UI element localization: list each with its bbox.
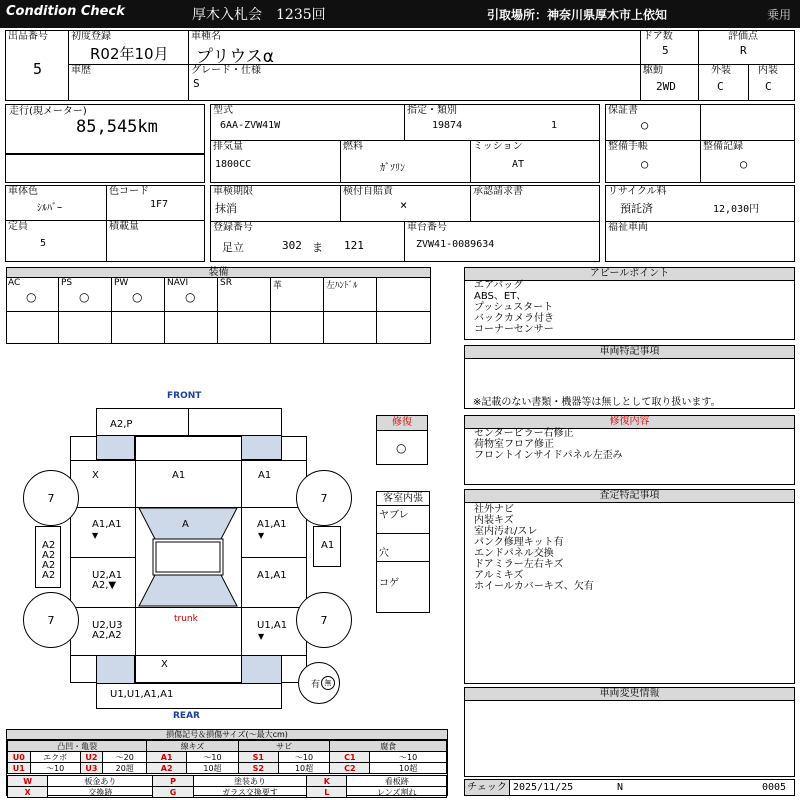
- history-cell: 車歴: [71, 65, 91, 76]
- equipment-item: 革: [271, 278, 324, 311]
- header-bar: [0, 0, 800, 28]
- color-code-cell: 色コード 1F7: [109, 186, 169, 210]
- damage-legend: 損傷記号＆損傷サイズ(～最大cm) 凸凹・亀裂 線キズ サビ 腐食 U0 エクボ U2 ～20 A1 ～10 S1 ～10 C1 ～10 U1 ～10 U3 20超 A2 10超 S2 10超 C2 10超 W 板金あり P 塗装あり K 看板跡 X 交換跡 G ガラス交換要す L レンズ割れ: [6, 729, 448, 796]
- interior-grade-cell: 内装 C: [758, 65, 778, 93]
- special-notes-box: 車両特記事項 ※記載のない書類・機器等は無しとして取り扱います。: [464, 345, 795, 409]
- damage-code: W: [8, 776, 48, 787]
- equipment-title: 装備: [7, 268, 430, 278]
- damage-code-meaning: エクボ: [30, 752, 80, 763]
- grade-cell: グレード・仕様 S: [191, 65, 261, 90]
- appeal-point-line: プッシュスタート: [474, 302, 554, 313]
- displacement-cell: 排気量 1800CC: [213, 141, 252, 170]
- lot-number: 5: [33, 60, 43, 78]
- equipment-item: NAVI ○: [165, 278, 218, 311]
- front-label: FRONT: [167, 391, 202, 401]
- auction-name: 厚木入札会 1235回: [192, 7, 326, 23]
- damage-code-meaning: ～10: [30, 763, 80, 774]
- equipment-item: AC ○: [6, 278, 59, 311]
- damage-code-meaning: 交換跡: [48, 787, 153, 798]
- right-sill: A1: [313, 526, 341, 567]
- exterior-grade-cell: 外装 C: [711, 65, 731, 93]
- mileage: 85,545km: [76, 117, 158, 137]
- equipment-item: SR: [218, 278, 271, 311]
- damage-code: L: [307, 787, 347, 798]
- repair-detail-line: センターピラー右修正: [474, 428, 574, 439]
- damage-code-meaning: 10超: [370, 763, 447, 774]
- insurance-cell: 検付自賠責 ×: [343, 186, 408, 212]
- damage-code-meaning: 板金あり: [48, 776, 153, 787]
- repair-code-table: [7, 775, 447, 798]
- damage-code-meaning: ガラス交換要す: [193, 787, 307, 798]
- check-footer: チェック 2025/11/25 N 0005: [464, 779, 795, 796]
- equipment-item: PS ○: [59, 278, 112, 311]
- damage-code: G: [153, 787, 193, 798]
- damage-code-meaning: 10超: [187, 763, 239, 774]
- lot-number-cell: 出品番号 5: [8, 31, 48, 78]
- doors-cell: ドア数 5: [643, 31, 673, 57]
- damage-code-meaning: ～10: [278, 752, 330, 763]
- damage-code: U3: [80, 763, 103, 774]
- repair-detail-line: フロントインサイドパネル左歪み: [474, 450, 623, 461]
- assessment-note-line: 社外ナビ: [474, 504, 514, 515]
- assessment-note-line: ホイールカバーキズ、欠有: [474, 581, 594, 592]
- assessment-note-line: アルミキズ: [474, 570, 524, 581]
- body-color-cell: 車体色 ｼﾙﾊﾞｰ: [8, 186, 62, 214]
- damage-code: X: [8, 787, 48, 798]
- rating: R: [740, 44, 747, 57]
- repair-detail-line: 荷物室フロア修正: [474, 439, 554, 450]
- appeal-point-line: エアバッグ: [474, 280, 524, 291]
- damage-code: C1: [330, 752, 370, 763]
- vehicle-class: 乗用: [767, 8, 792, 22]
- capacity-cell: 定員 5: [8, 221, 47, 249]
- assessment-note-line: 内装キズ: [474, 515, 514, 526]
- damage-code: S2: [238, 763, 278, 774]
- plate-number-cell: 登録番号 足立 302 ま 121: [213, 222, 364, 254]
- assessment-notes-box: 査定特記事項 社外ナビ 内装キズ 室内汚れ/スレ パンク修理キット有 エンドパネル交換 ドアミラー左右キズ アルミキズ ホイールカバーキズ、欠有: [464, 489, 795, 684]
- assessment-note-line: エンドパネル交換: [474, 548, 554, 559]
- repair-history-box: 修復 ○: [376, 415, 428, 465]
- damage-code: A1: [147, 752, 187, 763]
- rating-cell: 評価点 R: [728, 31, 758, 57]
- damage-code: S1: [238, 752, 278, 763]
- damage-code-meaning: ～10: [187, 752, 239, 763]
- damage-code: U0: [8, 752, 31, 763]
- damage-code: A2: [147, 763, 187, 774]
- damage-code-table: 凸凹・亀裂 線キズ サビ 腐食 U0 エクボ U2 ～20 A1 ～10 S1 ～10 C1 ～10 U1 ～10 U3 20超 A2 10超 S2 10超 C2 10超: [7, 740, 447, 774]
- damage-code: K: [307, 776, 347, 787]
- wheel-front-right: 7: [296, 470, 352, 526]
- appeal-point-line: ABS、ET、: [474, 291, 527, 302]
- damage-code-meaning: 20超: [103, 763, 147, 774]
- wheel-front-left: 7: [23, 470, 79, 526]
- transmission-cell: ミッション AT: [473, 141, 525, 170]
- drive-cell: 駆動 2WD: [643, 65, 676, 93]
- damage-code: C2: [330, 763, 370, 774]
- damage-code-meaning: 塗装あり: [193, 776, 307, 787]
- model-name-cell: 車種名 プリウスα: [191, 31, 275, 67]
- vehicle-changes-box: 車両変更情報: [464, 687, 795, 777]
- model-type-cell: 型式 6AA-ZVW41W: [213, 105, 281, 131]
- damage-code: U2: [80, 752, 103, 763]
- equipment-item: 左ﾊﾝﾄﾞﾙ: [324, 278, 377, 311]
- damage-code-meaning: ～20: [103, 752, 147, 763]
- wheel-rear-left: 7: [23, 592, 79, 648]
- assessment-note-line: 室内汚れ/スレ: [474, 526, 538, 537]
- mileage-cell: 走行(現メーター) 85,545km: [5, 104, 205, 154]
- appeal-point-line: コーナーセンサー: [474, 324, 554, 335]
- spare-tire: 有 無: [298, 662, 340, 704]
- service-record-cell: 整備記録 ○: [703, 141, 748, 171]
- wheel-rear-right: 7: [296, 592, 352, 648]
- first-registration-cell: 初度登録 R02年10月: [71, 31, 169, 63]
- assessment-note-line: ドアミラー左右キズ: [474, 559, 564, 570]
- appeal-point-line: バックカメラ付き: [474, 313, 554, 324]
- damage-code-meaning: 看板跡: [347, 776, 447, 787]
- assessment-note-line: パンク修理キット有: [474, 537, 564, 548]
- form-title: Condition Check: [6, 4, 125, 19]
- damage-code: U1: [8, 763, 31, 774]
- chassis-number-cell: 車台番号 ZVW41-0089634: [407, 222, 495, 250]
- inspection-expiry-cell: 車検期限 抹消: [213, 186, 253, 215]
- model-name: プリウスα: [196, 47, 275, 67]
- approval-request-cell: 承認請求書: [473, 186, 523, 197]
- damage-code-meaning: 10超: [278, 763, 330, 774]
- first-registration: R02年10月: [90, 45, 169, 63]
- load-capacity-cell: 積載量: [109, 221, 139, 232]
- designation-cell: 指定・類別 19874 1: [407, 105, 558, 131]
- recycle-fee-cell: リサイクル料 預託済 12,030円: [608, 186, 760, 215]
- damage-code-meaning: レンズ割れ: [347, 787, 447, 798]
- pickup-location: 引取場所：神奈川県厚木市上依知: [487, 8, 668, 22]
- equipment-item: PW ○: [112, 278, 165, 311]
- appeal-points-box: アピールポイント エアバッグ ABS、ET、 プッシュスタート バックカメラ付き コーナーセンサー: [464, 267, 795, 340]
- left-sill: A2 A2 A2 A2: [35, 526, 61, 588]
- welfare-vehicle-cell: 福祉車両: [608, 222, 648, 233]
- repair-details-box: 修復内容 センターピラー右修正 荷物室フロア修正 フロントインサイドパネル左歪み: [464, 415, 795, 485]
- rear-label: REAR: [173, 711, 200, 721]
- damage-code: P: [153, 776, 193, 787]
- interior-check-box: 客室内張 ヤブレ 穴 コゲ: [376, 491, 430, 613]
- service-book-cell: 整備手帳 ○: [608, 141, 649, 171]
- fuel-cell: 燃料 ｶﾞｿﾘﾝ: [343, 141, 405, 174]
- damage-code-meaning: ～10: [370, 752, 447, 763]
- warranty-cell: 保証書 ○: [608, 105, 649, 132]
